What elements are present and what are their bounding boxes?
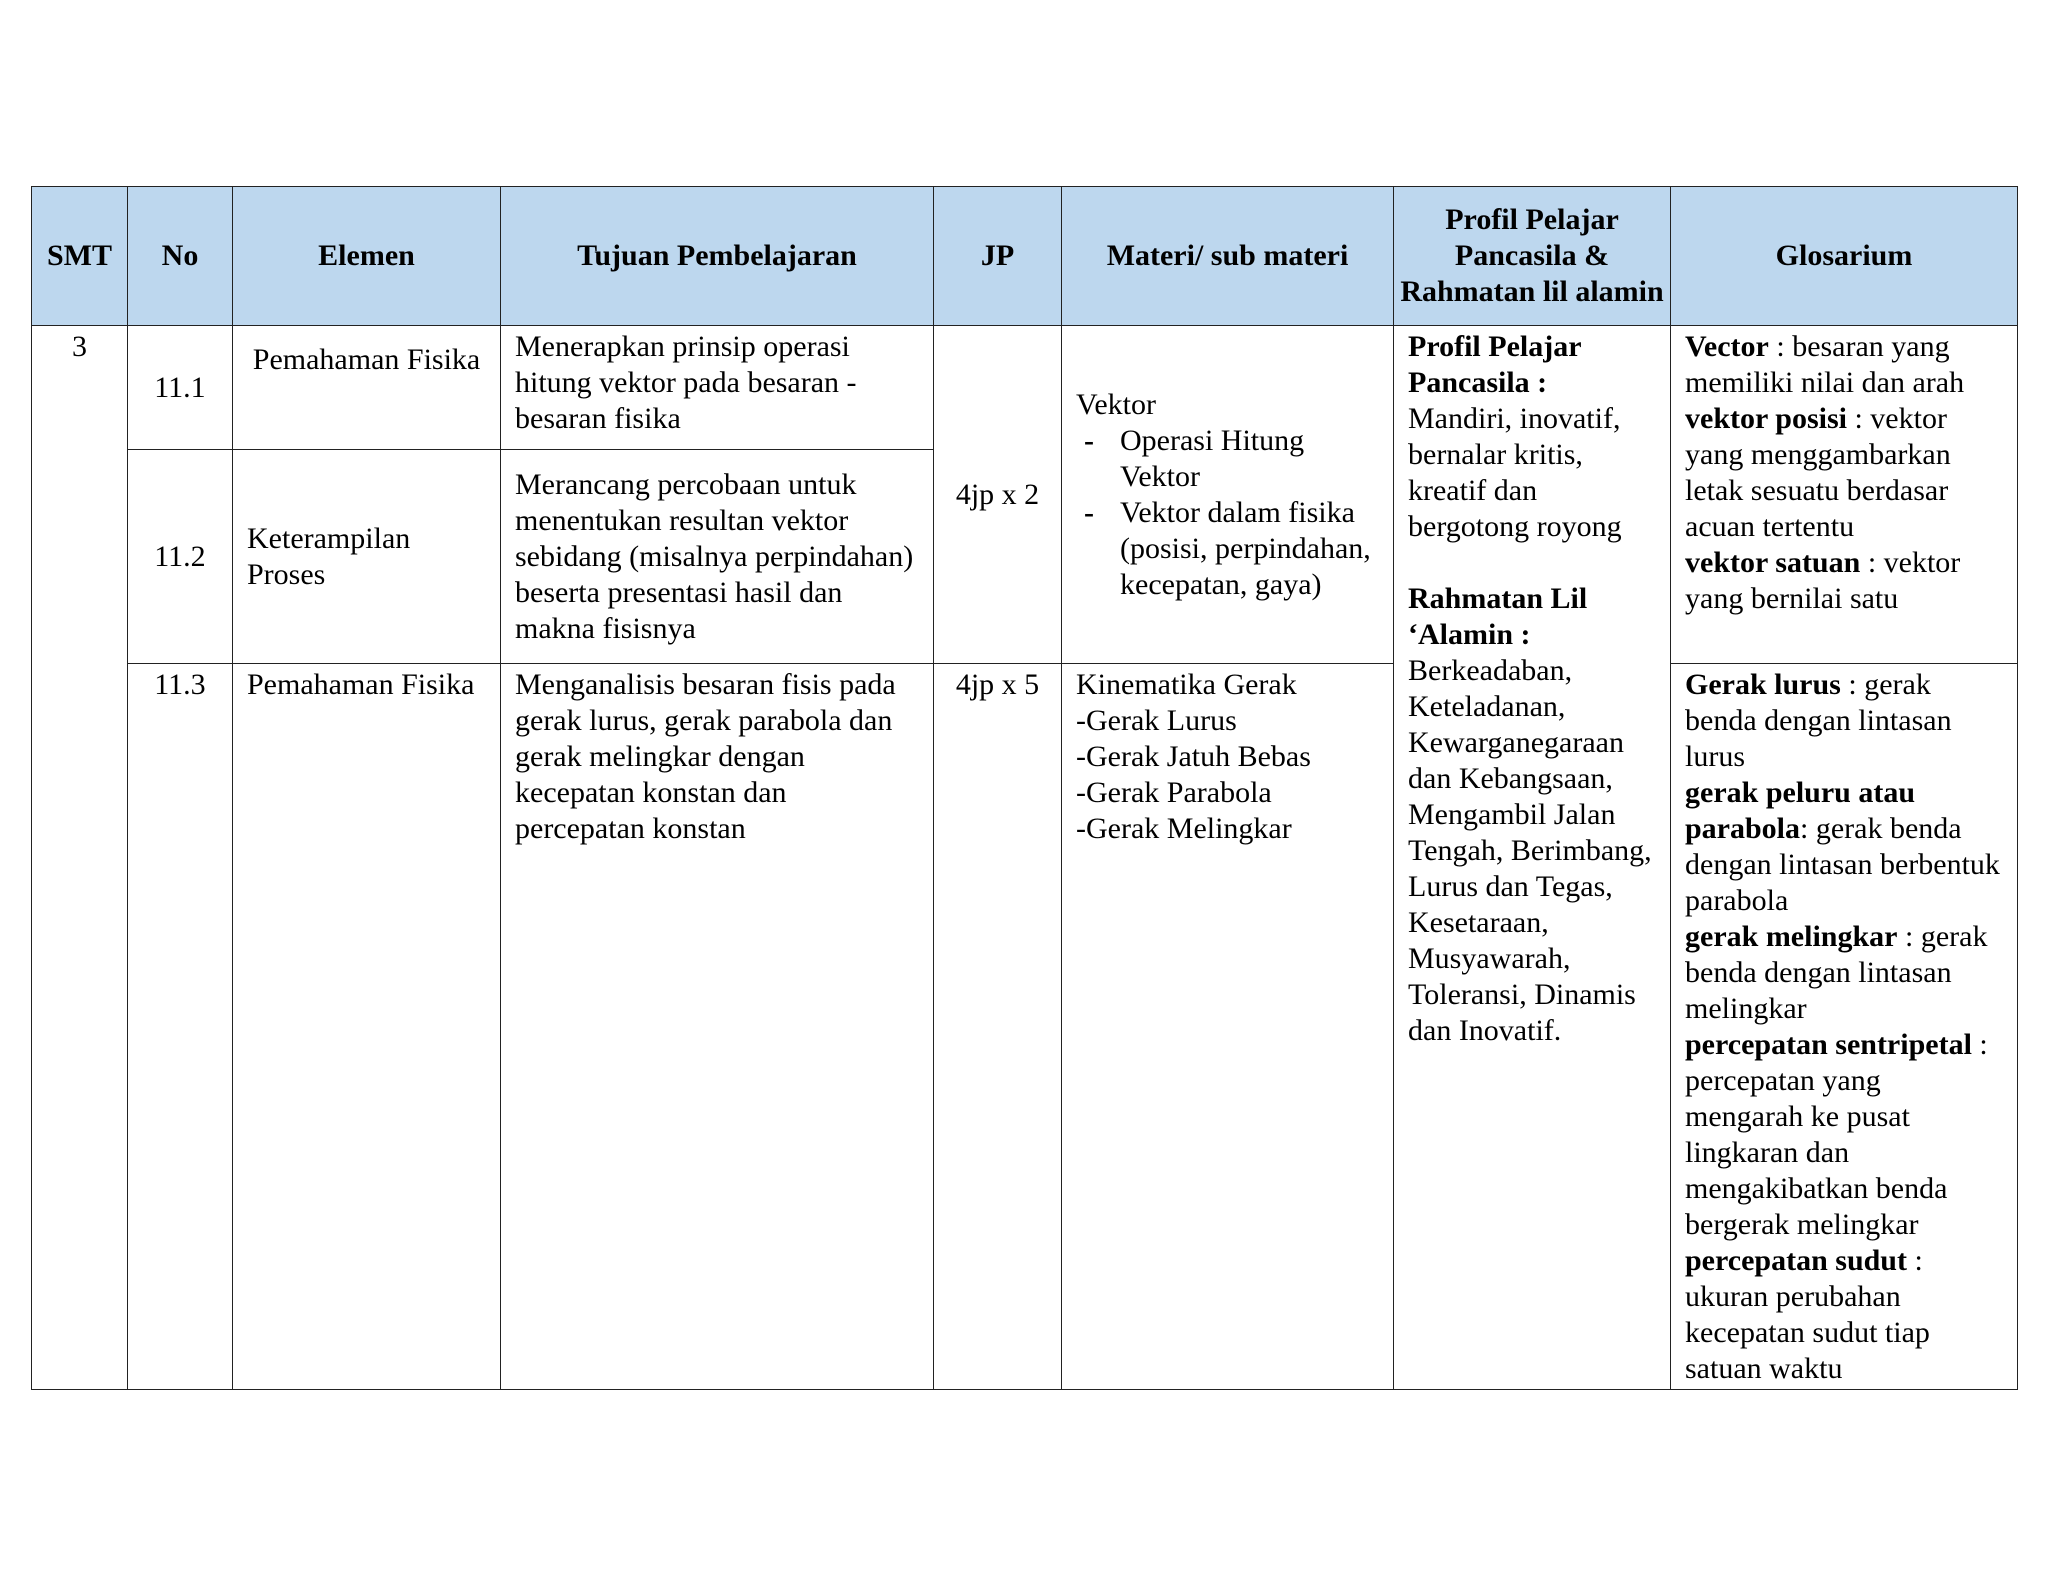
list-item: -Gerak Melingkar [1076, 812, 1292, 845]
header-tujuan: Tujuan Pembelajaran [501, 187, 934, 326]
list-item: -Gerak Lurus [1076, 704, 1237, 737]
header-glosarium: Glosarium [1671, 187, 2018, 326]
materi-title: Kinematika Gerak [1076, 668, 1297, 701]
row-elemen: Keterampilan Proses [233, 450, 501, 664]
curriculum-sheet [31, 186, 2017, 1390]
row-number: 11.1 [128, 326, 233, 450]
row-tujuan: Menganalisis besaran fisis pada gerak lurus, gerak parabola dan gerak melingkar dengan kecepatan konstan dan percepatan konstan [501, 664, 934, 1390]
header-no: No [128, 187, 233, 326]
jp-group-2: 4jp x 5 [934, 664, 1062, 1390]
gloss-entry: Gerak lurus : gerak benda dengan lintasan lurus [1685, 668, 1952, 773]
profil-pancasila-heading: Profil Pelajar Pancasila : [1408, 330, 1581, 399]
header-profil: Profil Pelajar Pancasila & Rahmatan lil alamin [1394, 187, 1671, 326]
row-elemen: Pemahaman Fisika [233, 326, 501, 450]
profil-cell [1394, 326, 1671, 1390]
row-tujuan: Menerapkan prinsip operasi hitung vektor pada besaran - besaran fisika [501, 326, 934, 450]
gloss-entry: Vector : besaran yang memiliki nilai dan arah [1685, 330, 1965, 399]
gloss-entry: vektor satuan : vektor yang bernilai satu [1685, 546, 1961, 615]
materi-group-2 [1062, 664, 1394, 1390]
list-item: - Operasi Hitung Vektor [1084, 424, 1305, 493]
header-row [32, 187, 2018, 326]
glosarium-group-2 [1671, 664, 2018, 1390]
header-smt: SMT [32, 187, 128, 326]
jp-group-1: 4jp x 2 [934, 326, 1062, 664]
gloss-entry: gerak melingkar : gerak benda dengan lintasan melingkar [1685, 920, 1988, 1025]
table-row [32, 326, 2018, 450]
semester-cell: 3 [32, 326, 128, 1390]
materi-list [1076, 423, 1379, 603]
table-row [32, 664, 2018, 1390]
gloss-entry: vektor posisi : vektor yang menggambarkan letak sesuatu berdasar acuan tertentu [1685, 402, 1951, 543]
gloss-entry: percepatan sudut : ukuran perubahan kecepatan sudut tiap satuan waktu [1685, 1244, 1930, 1385]
gloss-entry: gerak peluru atau parabola: gerak benda dengan lintasan berbentuk parabola [1685, 776, 2000, 917]
header-elemen: Elemen [233, 187, 501, 326]
list-item: - Vektor dalam fisika (posisi, perpindahan, kecepatan, gaya) [1084, 496, 1371, 601]
row-number: 11.2 [128, 450, 233, 664]
header-jp: JP [934, 187, 1062, 326]
profil-pancasila-text: Mandiri, inovatif, bernalar kritis, kreatif dan bergotong royong [1408, 402, 1622, 543]
row-elemen: Pemahaman Fisika [233, 664, 501, 1390]
gloss-entry: percepatan sentripetal : percepatan yang mengarah ke pusat lingkaran dan mengakibatkan benda bergerak melingkar [1685, 1028, 1988, 1241]
list-item: -Gerak Jatuh Bebas [1076, 740, 1311, 773]
materi-list [1076, 703, 1379, 847]
profil-rahmatan-heading: Rahmatan Lil ‘Alamin : [1408, 582, 1588, 651]
materi-group-1 [1062, 326, 1394, 664]
materi-title: Vektor [1076, 388, 1156, 421]
profil-rahmatan-text: Berkeadaban, Keteladanan, Kewarganegaraan dan Kebangsaan, Mengambil Jalan Tengah, Berimbang, Lurus dan Tegas, Kesetaraan, Musyawarah, Toleransi, Dinamis dan Inovatif. [1408, 654, 1652, 1047]
glosarium-group-1 [1671, 326, 2018, 664]
row-tujuan: Merancang percobaan untuk menentukan resultan vektor sebidang (misalnya perpindahan) beserta presentasi hasil dan makna fisisnya [501, 450, 934, 664]
list-item: -Gerak Parabola [1076, 776, 1272, 809]
header-materi: Materi/ sub materi [1062, 187, 1394, 326]
curriculum-table [31, 186, 2018, 1390]
row-number: 11.3 [128, 664, 233, 1390]
